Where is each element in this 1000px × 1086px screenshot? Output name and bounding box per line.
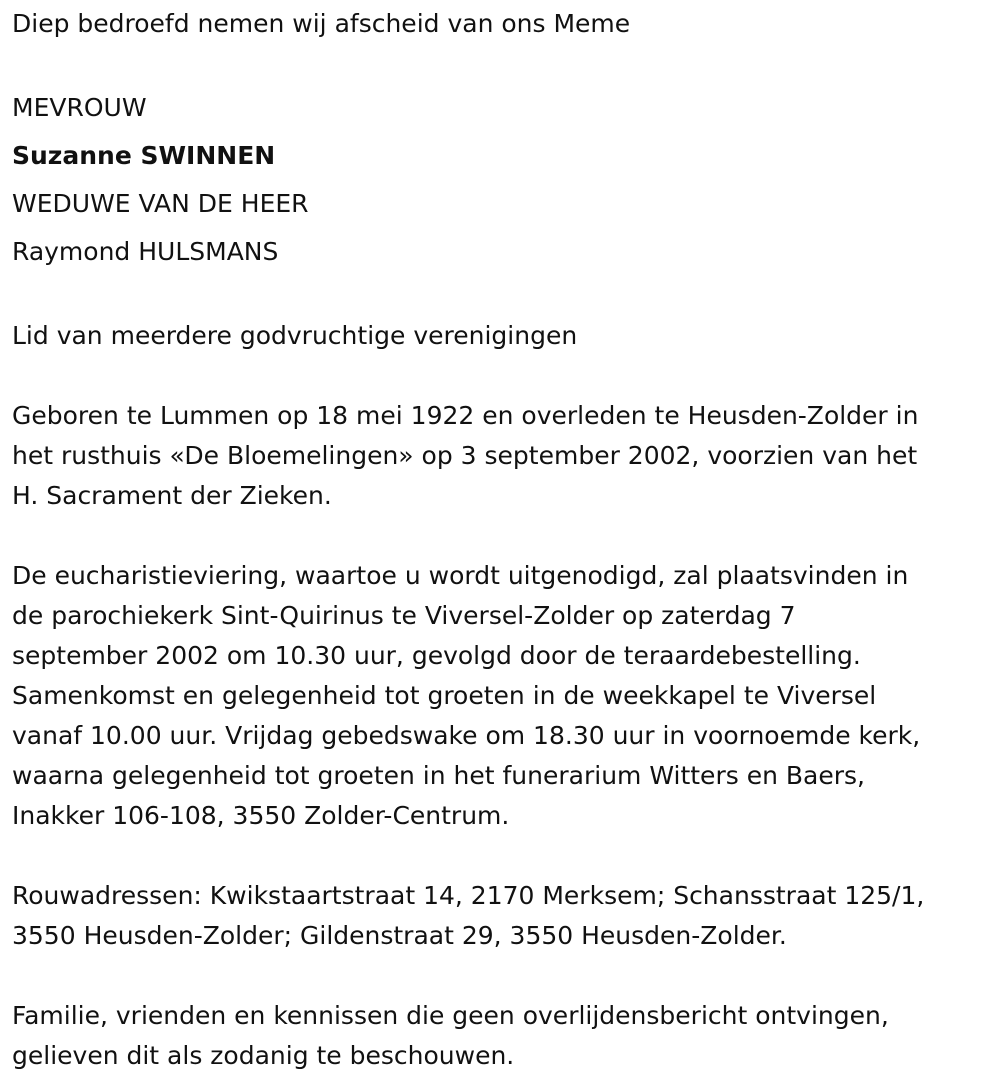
relation-text: WEDUWE VAN DE HEER bbox=[12, 189, 309, 218]
paragraph-line: het rusthuis «De Bloemelingen» op 3 september 2002, voorzien van het bbox=[12, 441, 918, 470]
spacer bbox=[12, 516, 1000, 556]
spouse-name: Raymond HULSMANS bbox=[12, 237, 279, 266]
paragraph-line: Samenkomst en gelegenheid tot groeten in de weekkapel te Viversel bbox=[12, 681, 877, 710]
spacer bbox=[12, 836, 1000, 876]
paragraph-line: 3550 Heusden-Zolder; Gildenstraat 29, 3550 Heusden-Zolder. bbox=[12, 921, 787, 950]
spacer bbox=[12, 44, 1000, 84]
paragraph-line: Geboren te Lummen op 18 mei 1922 en overleden te Heusden-Zolder in bbox=[12, 401, 919, 430]
spacer bbox=[12, 956, 1000, 996]
intro-text: Diep bedroefd nemen wij afscheid van ons Meme bbox=[12, 9, 631, 38]
paragraph-line: vanaf 10.00 uur. Vrijdag gebedswake om 18.30 uur in voornoemde kerk, bbox=[12, 721, 921, 750]
closing-paragraph bbox=[12, 996, 992, 1076]
paragraph-line: de parochiekerk Sint-Quirinus te Viversel-Zolder op zaterdag 7 bbox=[12, 601, 796, 630]
paragraph-line: Rouwadressen: Kwikstaartstraat 14, 2170 Merksem; Schansstraat 125/1, bbox=[12, 881, 925, 910]
addresses-paragraph bbox=[12, 876, 992, 956]
spacer bbox=[12, 356, 1000, 396]
paragraph-line: Inakker 106-108, 3550 Zolder-Centrum. bbox=[12, 801, 510, 830]
spacer bbox=[12, 276, 1000, 316]
deceased-name: Suzanne SWINNEN bbox=[12, 141, 276, 170]
title-prefix: MEVROUW bbox=[12, 93, 147, 122]
ceremony-paragraph bbox=[12, 556, 992, 836]
paragraph-line: gelieven dit als zodanig te beschouwen. bbox=[12, 1041, 515, 1070]
paragraph-line: september 2002 om 10.30 uur, gevolgd door de teraardebestelling. bbox=[12, 641, 861, 670]
paragraph-line: waarna gelegenheid tot groeten in het funerarium Witters en Baers, bbox=[12, 761, 865, 790]
paragraph-line: Familie, vrienden en kennissen die geen overlijdensbericht ontvingen, bbox=[12, 1001, 889, 1030]
membership-text: Lid van meerdere godvruchtige verenigingen bbox=[12, 321, 578, 350]
birth-death-paragraph bbox=[12, 396, 992, 516]
paragraph-line: H. Sacrament der Zieken. bbox=[12, 481, 332, 510]
paragraph-line: De eucharistieviering, waartoe u wordt uitgenodigd, zal plaatsvinden in bbox=[12, 561, 909, 590]
